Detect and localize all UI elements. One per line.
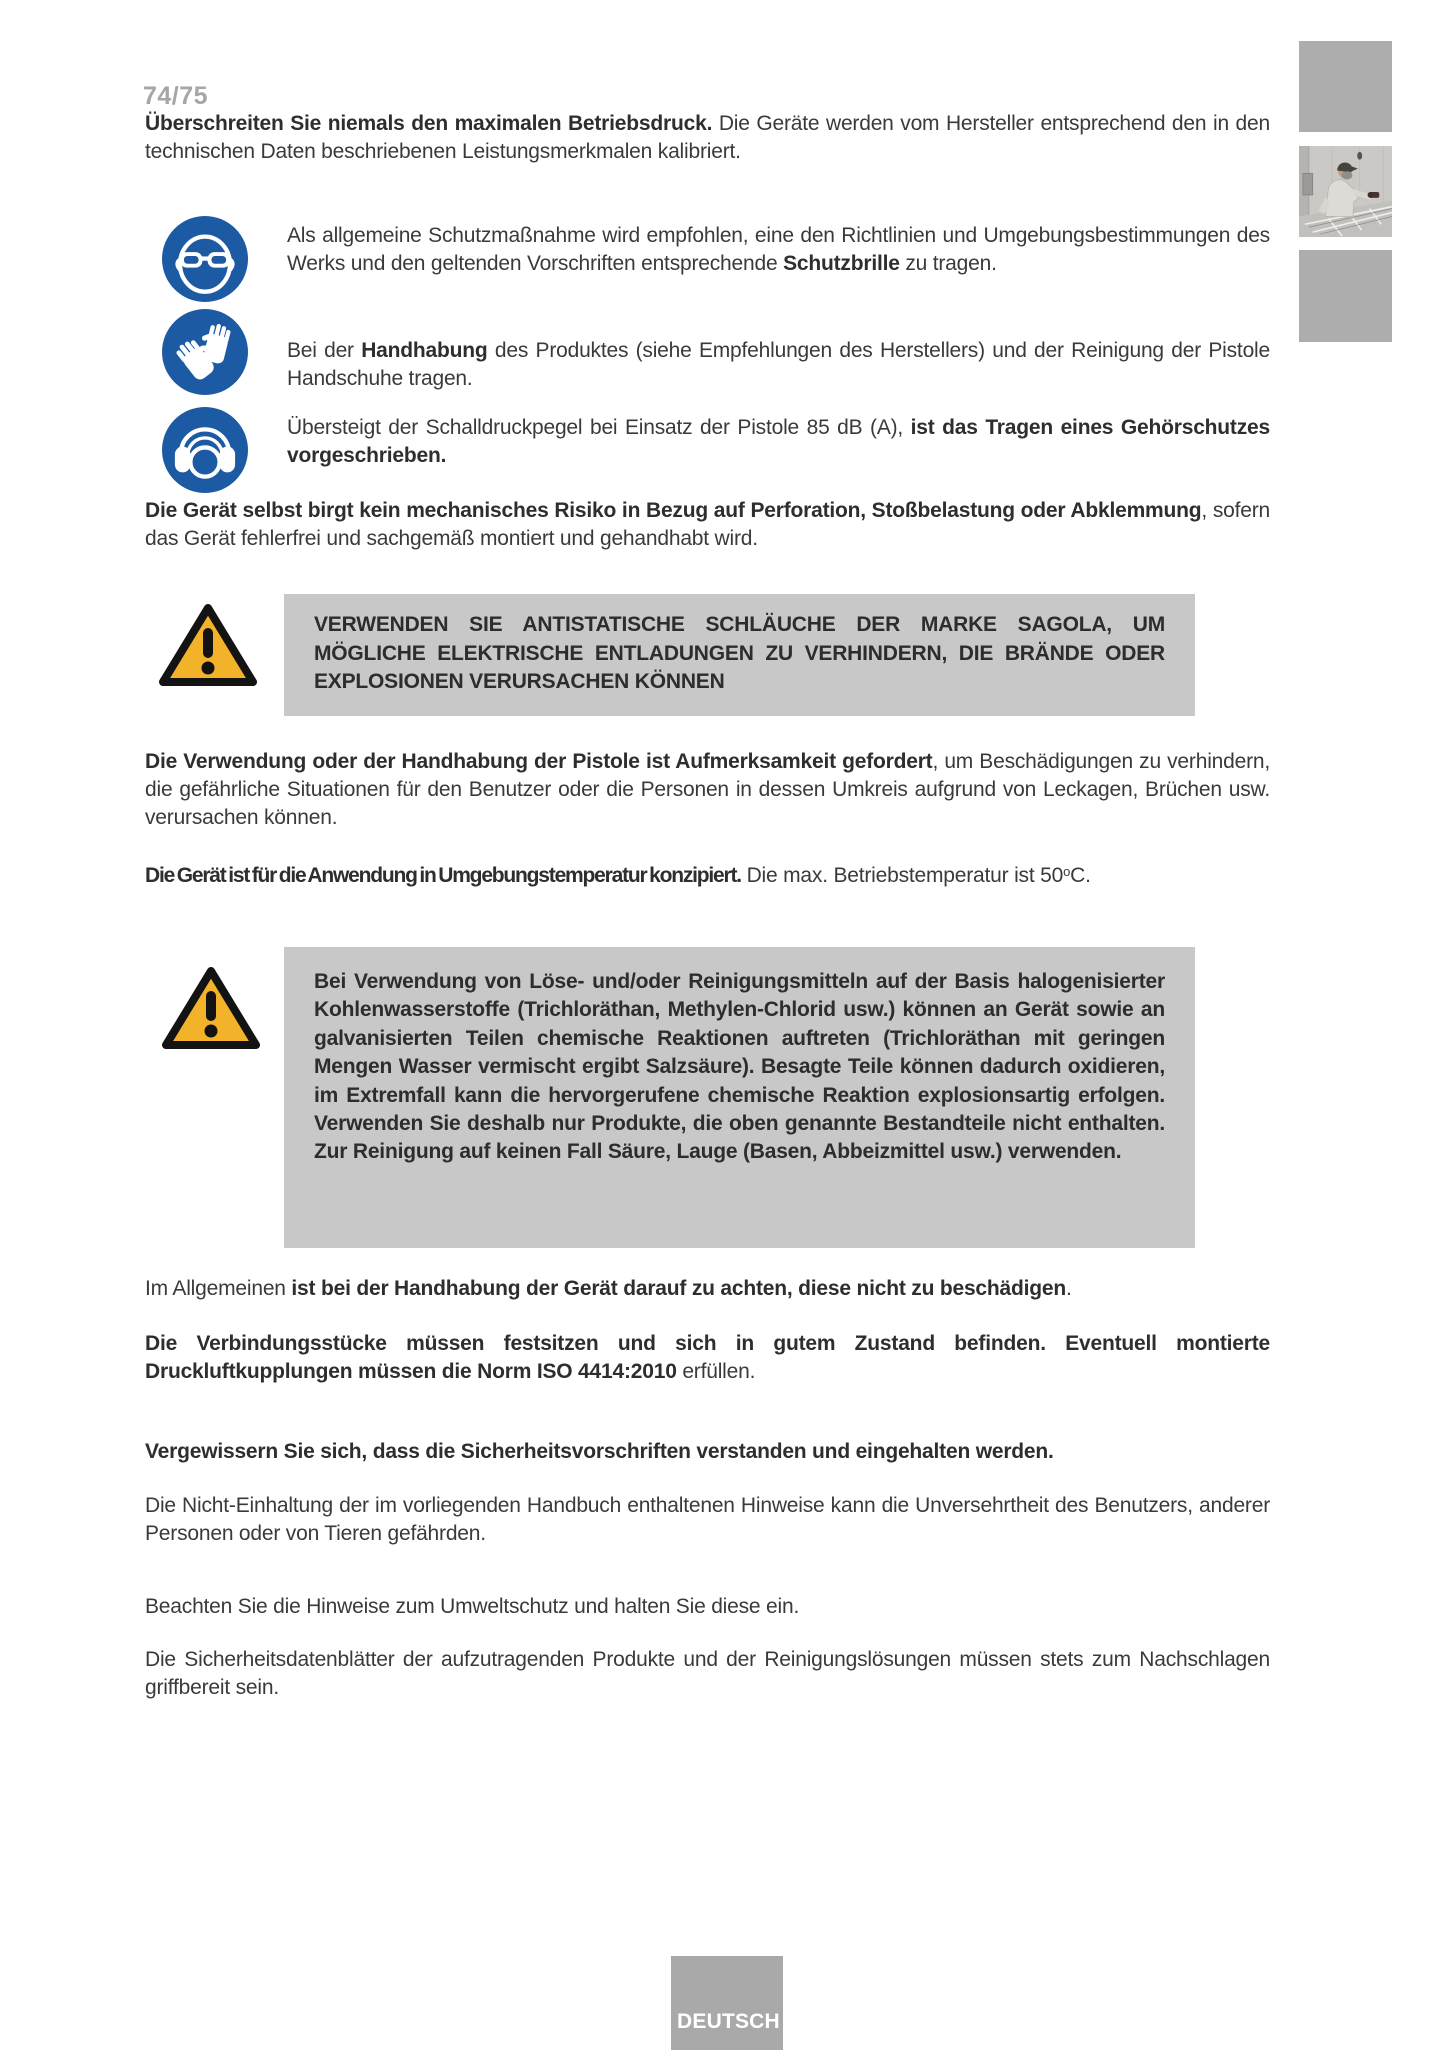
spray-booth-photo (1299, 145, 1392, 238)
warning-box-solvents (284, 947, 1195, 1248)
sidebar-square-top (1299, 41, 1392, 132)
general-handling-pre: Im Allgemeinen (145, 1277, 292, 1300)
usage-caution-bold: Die Verwendung oder der Handhabung der Pistole ist Aufmerksamkeit gefordert (145, 750, 933, 773)
gloves-text-bold: Handhabung (361, 339, 488, 362)
language-tab-label: DEUTSCH (677, 2010, 780, 2033)
safety-rules-bold: Vergewissern Sie sich, dass die Sicherheitsvorschriften verstanden und eingehalten werden. (145, 1440, 1054, 1463)
safety-item-ear-text (287, 414, 1270, 470)
goggles-icon (162, 216, 248, 302)
safety-item-goggles-text (287, 222, 1270, 278)
goggles-text-pre: Als allgemeine Schutzmaßnahme wird empfohlen, eine den Richtlinien und Umgebungsbestimmungen des Werks und den geltenden Vorschriften entsprechende (287, 224, 1270, 275)
usage-caution-paragraph (145, 748, 1270, 832)
temperature-unit: C. (1070, 864, 1091, 887)
datasheets-paragraph: Die Sicherheitsdatenblätter der aufzutragenden Produkte und der Reinigungslösungen müssen stets zum Nachschlagen griffbereit sein. (145, 1648, 1270, 1699)
environment-paragraph: Beachten Sie die Hinweise zum Umweltschutz und halten Sie diese ein. (145, 1595, 800, 1618)
safety-rules-paragraph (145, 1438, 1270, 1466)
language-tab (671, 1956, 783, 2050)
usage-caution-regular: , um Beschädigungen zu verhindern, die gefährliche Situationen für den Benutzer oder die Personen in dessen Umkreis aufgrund von Leckagen, Brüchen usw. verursachen können. (145, 750, 1270, 829)
page-number: 74/75 (143, 82, 209, 110)
sidebar-square-bottom (1299, 250, 1392, 342)
ear-protection-icon (162, 407, 248, 493)
warning-triangle-icon (155, 600, 261, 690)
ear-text-pre: Übersteigt der Schalldruckpegel bei Einsatz der Pistole 85 dB (A), (287, 416, 911, 439)
intro-bold: Überschreiten Sie niemals den maximalen Betriebsdruck. (145, 112, 713, 135)
general-handling-bold: ist bei der Handhabung der Gerät darauf zu achten, diese nicht zu beschädigen (291, 1277, 1067, 1300)
general-handling-post: . (1066, 1277, 1072, 1300)
connections-bold: Die Verbindungsstücke müssen festsitzen und sich in gutem Zustand befinden. Eventuell montierte Druckluftkupplungen müssen die Norm ISO 4414:2010 (145, 1332, 1270, 1383)
connections-paragraph (145, 1330, 1270, 1386)
goggles-text-post: zu tragen. (899, 252, 997, 275)
degree-superscript: o (1063, 864, 1071, 879)
temperature-paragraph (145, 858, 1270, 890)
non-compliance-paragraph: Die Nicht-Einhaltung der im vorliegenden Handbuch enthaltenen Hinweise kann die Unversehrtheit des Benutzers, anderer Personen oder von Tieren gefährden. (145, 1494, 1270, 1545)
intro-regular: Die Geräte werden vom Hersteller entsprechend den in den technischen Daten beschriebenen Leistungsmerkmalen kalibriert. (145, 112, 1270, 163)
intro-paragraph (145, 110, 1270, 166)
warning-triangle-icon (158, 963, 264, 1053)
gloves-text-pre: Bei der (287, 339, 362, 362)
temperature-regular: Die max. Betriebstemperatur ist 50 (740, 864, 1064, 887)
connections-regular: erfüllen. (682, 1360, 756, 1383)
warning-box-antistatic-text: VERWENDEN SIE ANTISTATISCHE SCHLÄUCHE DER MARKE SAGOLA, UM MÖGLICHE ELEKTRISCHE ENTLADUNGEN ZU VERHINDERN, DIE BRÄNDE ODER EXPLOSIONEN VERURSACHEN KÖNNEN (314, 613, 1165, 693)
mechanical-risk-paragraph (145, 497, 1270, 553)
gloves-text-post: des Produktes (siehe Empfehlungen des Herstellers) und der Reinigung der Pistole Handschuhe tragen. (287, 339, 1270, 390)
general-handling-paragraph (145, 1275, 1270, 1303)
gloves-icon (162, 309, 248, 395)
mechanical-risk-bold: Die Gerät selbst birgt kein mechanisches Risiko in Bezug auf Perforation, Stoßbelastung oder Abklemmung (145, 499, 1202, 522)
goggles-text-bold: Schutzbrille (783, 252, 900, 275)
ear-text-bold: ist das Tragen eines Gehörschutzes vorgeschrieben. (287, 416, 1270, 467)
warning-box-solvents-text: Bei Verwendung von Löse- und/oder Reinigungsmitteln auf der Basis halogenisierter Kohlenwasserstoffe (Trichloräthan, Methylen-Chlorid usw.) können an Gerät sowie an galvanisierten Teilen chemische Reaktionen auftreten (Trichloräthan mit geringen Mengen Wasser vermischt ergibt Salzsäure). Besagte Teile können dadurch oxidieren, im Extremfall kann die hervorgerufene chemische Reaktion explosionsartig erfolgen. Verwenden Sie deshalb nur Produkte, die oben genannte Bestandteile nicht enthalten. Zur Reinigung auf keinen Fall Säure, Lauge (Basen, Abbeizmittel usw.) verwenden. (314, 970, 1165, 1164)
mechanical-risk-regular: , sofern das Gerät fehlerfrei und sachgemäß montiert und gehandhabt wird. (145, 499, 1270, 550)
safety-item-gloves-text (287, 337, 1270, 393)
warning-box-antistatic (284, 594, 1195, 716)
temperature-bold: Die Gerät ist für die Anwendung in Umgebungstemperatur konzipiert. (145, 864, 741, 887)
